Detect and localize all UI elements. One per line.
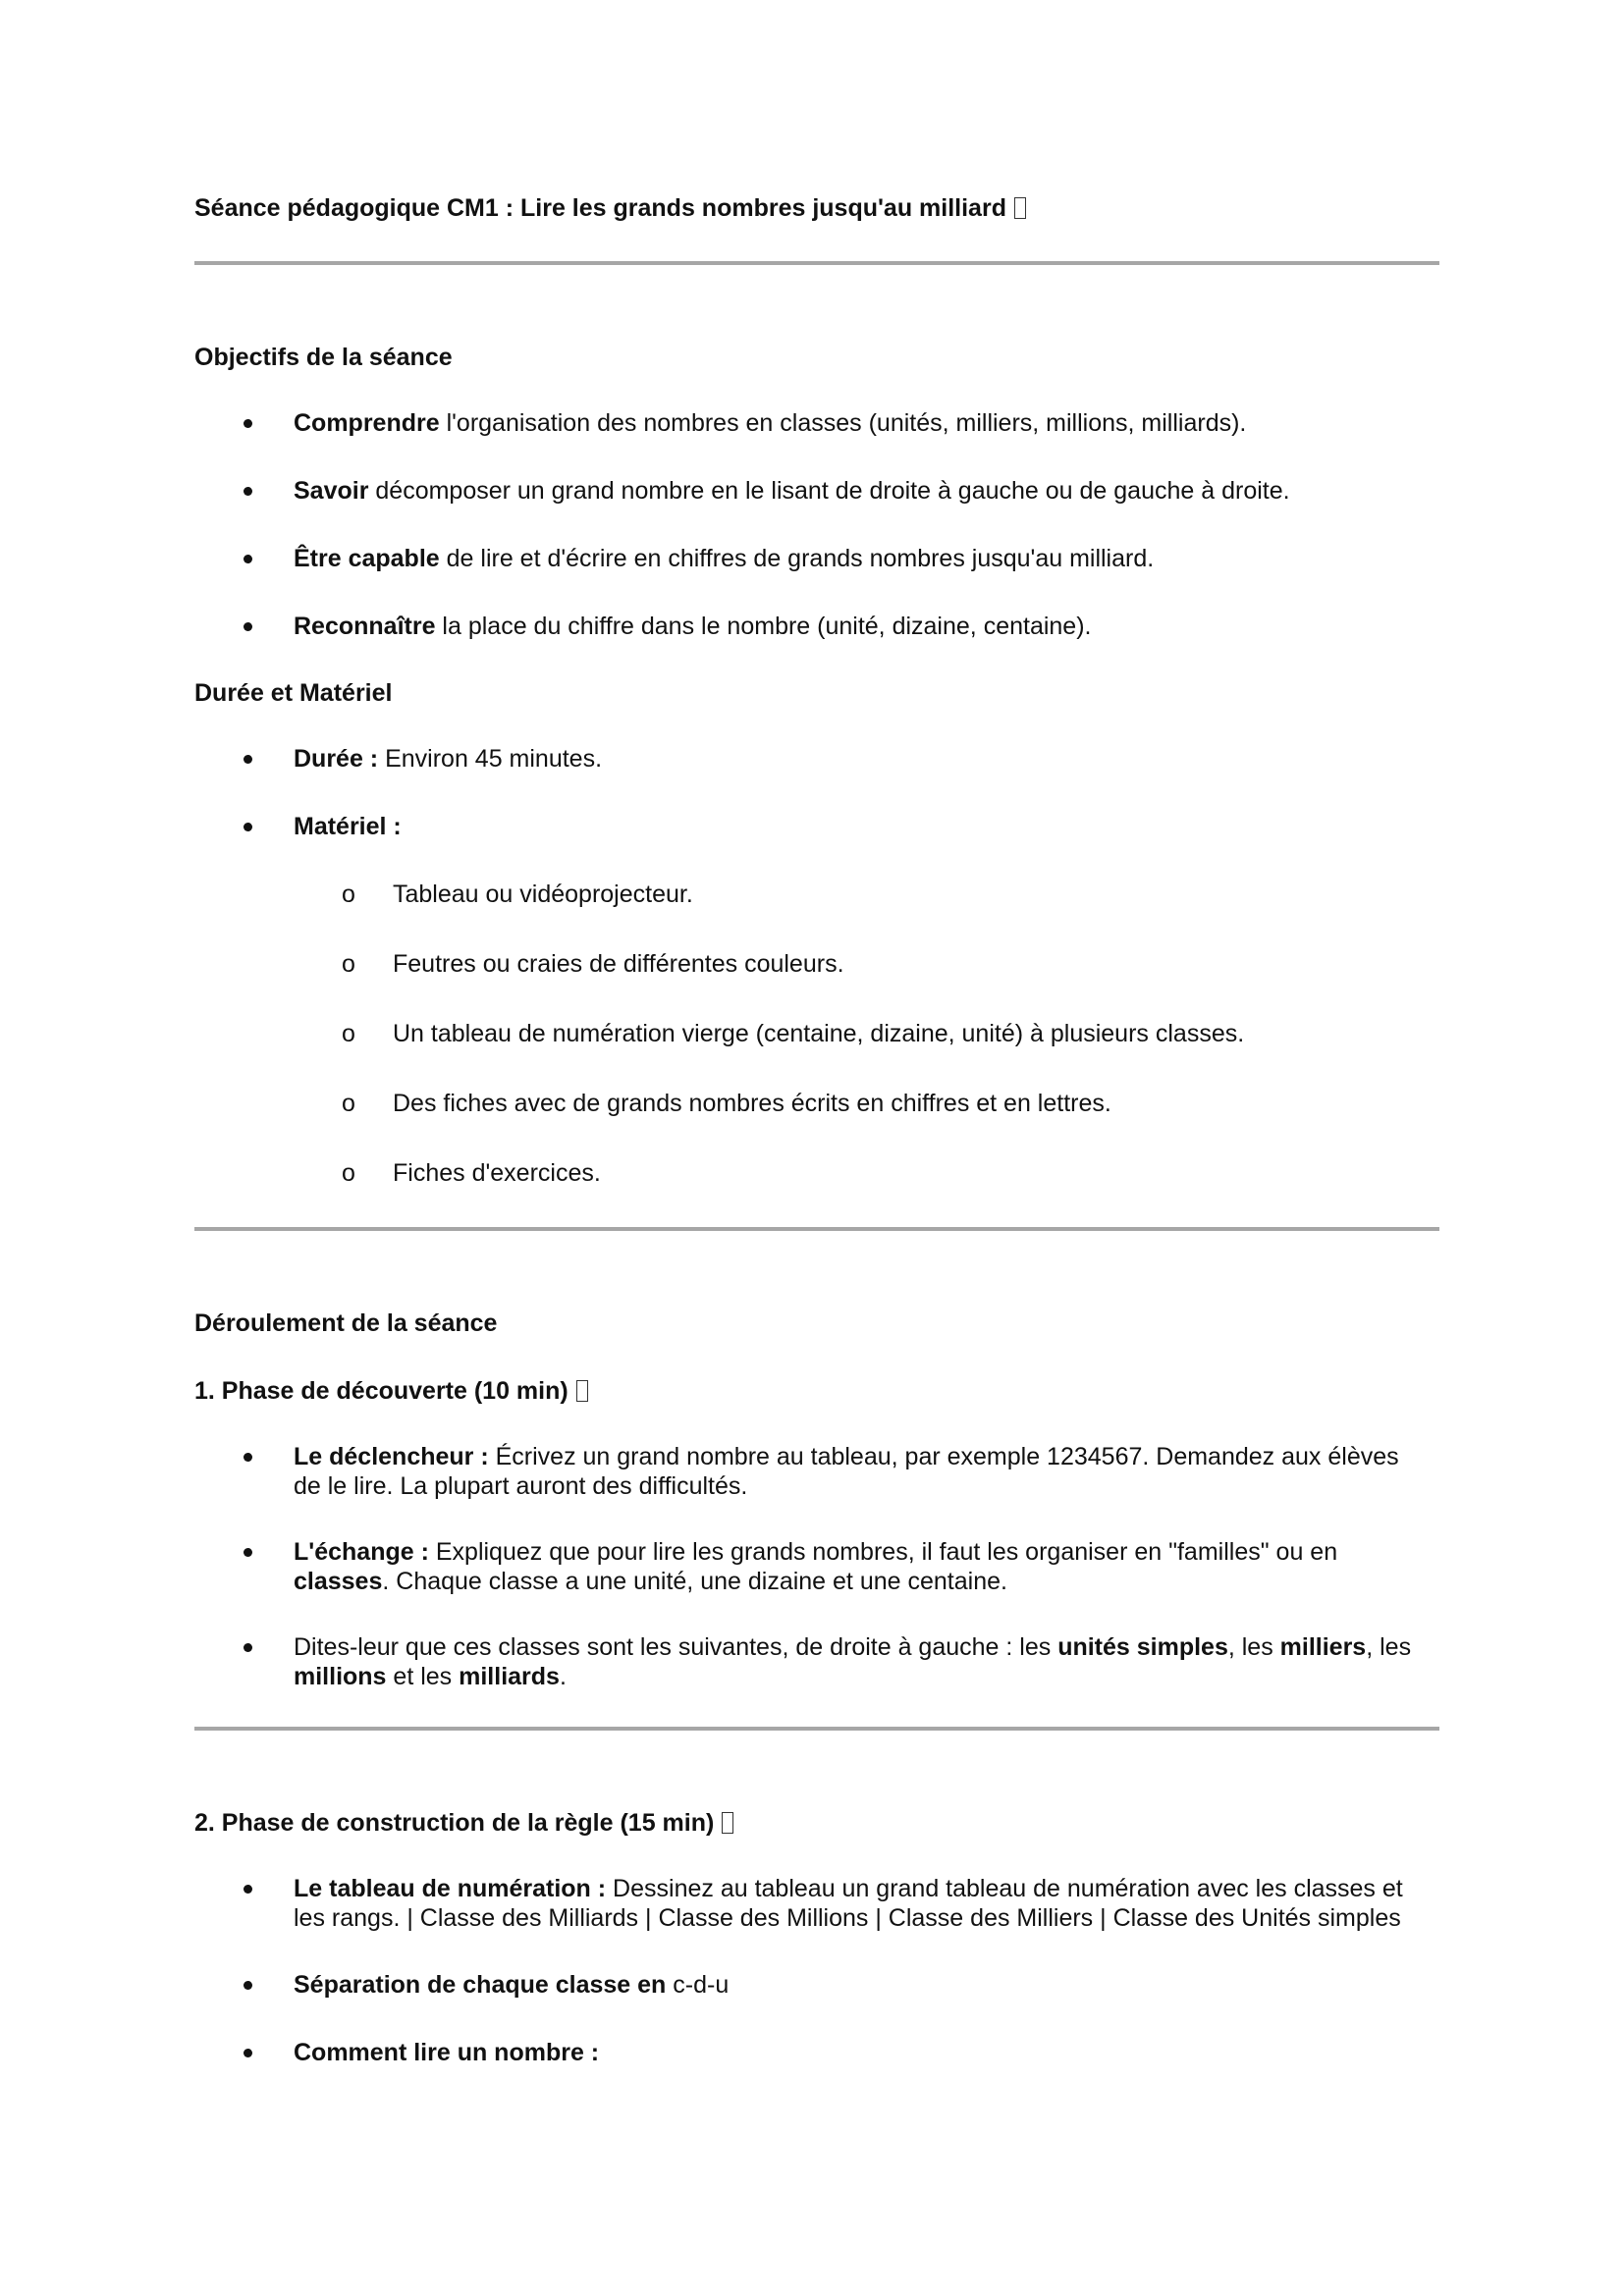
duree-label: Durée : bbox=[294, 745, 379, 773]
title-text: Séance pédagogique CM1 : Lire les grands nombres jusqu'au milliard bbox=[194, 194, 1006, 222]
bullet-icon bbox=[244, 1643, 252, 1652]
sub-item-text: Des fiches avec de grands nombres écrits en chiffres et en lettres. bbox=[393, 1090, 1111, 1117]
item-text: l'organisation des nombres en classes (unités, milliers, millions, milliards). bbox=[439, 409, 1247, 437]
item-text: , les bbox=[1227, 1633, 1280, 1661]
item-text: décomposer un grand nombre en le lisant de droite à gauche ou de gauche à droite. bbox=[368, 477, 1290, 505]
missing-glyph-icon bbox=[576, 1380, 588, 1402]
item-bold: Comment lire un nombre : bbox=[294, 2039, 600, 2066]
circle-bullet-icon: o bbox=[342, 881, 355, 908]
item-bold: Savoir bbox=[294, 477, 369, 505]
item-bold: millions bbox=[294, 1663, 387, 1690]
circle-bullet-icon: o bbox=[342, 1020, 355, 1047]
item-text: Dessinez au tableau un grand tableau de numération avec les classes et les rangs. | Classe des Milliards | Classe des Millions | Classe des Milliers | Classe des Unités simples bbox=[294, 1875, 1403, 1932]
sub-item-text: Un tableau de numération vierge (centaine, dizaine, unité) à plusieurs classes. bbox=[393, 1020, 1245, 1047]
missing-glyph-icon bbox=[1014, 197, 1026, 219]
bullet-icon bbox=[244, 555, 252, 563]
circle-bullet-icon: o bbox=[342, 1159, 355, 1187]
item-bold: Séparation de chaque classe en bbox=[294, 1971, 667, 1999]
bullet-icon bbox=[244, 823, 252, 831]
sub-item-text: Fiches d'exercices. bbox=[393, 1159, 601, 1187]
horizontal-rule bbox=[194, 1227, 1439, 1231]
phase1-heading bbox=[194, 1377, 588, 1406]
bullet-icon bbox=[244, 622, 252, 631]
item-bold: unités simples bbox=[1057, 1633, 1228, 1661]
sub-item-text: Tableau ou vidéoprojecteur. bbox=[393, 881, 693, 908]
item-bold: classes bbox=[294, 1568, 383, 1595]
item-text: Expliquez que pour lire les grands nombres, il faut les organiser en "familles" ou en bbox=[428, 1538, 1338, 1566]
sub-item-text: Feutres ou craies de différentes couleurs. bbox=[393, 950, 844, 978]
item-text: Écrivez un grand nombre au tableau, par exemple 1234567. Demandez aux élèves de le lire. La plupart auront des difficultés. bbox=[294, 1443, 1399, 1500]
item-bold: Être capable bbox=[294, 545, 440, 572]
item-text: . Chaque classe a une unité, une dizaine et une centaine. bbox=[382, 1568, 1007, 1595]
phase2-heading-text: 2. Phase de construction de la règle (15 min) bbox=[194, 1809, 715, 1837]
bullet-icon bbox=[244, 1548, 252, 1557]
item-bold: Le tableau de numération : bbox=[294, 1875, 607, 1902]
bullet-icon bbox=[244, 2049, 252, 2057]
item-text: . bbox=[559, 1663, 567, 1690]
item-bold: Comprendre bbox=[294, 409, 440, 437]
horizontal-rule bbox=[194, 1727, 1439, 1731]
bullet-icon bbox=[244, 419, 252, 428]
item-text: de lire et d'écrire en chiffres de grands nombres jusqu'au milliard. bbox=[439, 545, 1155, 572]
item-bold: L'échange : bbox=[294, 1538, 429, 1566]
circle-bullet-icon: o bbox=[342, 1090, 355, 1117]
item-text: la place du chiffre dans le nombre (unité, dizaine, centaine). bbox=[435, 613, 1092, 640]
page-title bbox=[194, 194, 1026, 223]
duree-text: Environ 45 minutes. bbox=[378, 745, 603, 773]
bullet-icon bbox=[244, 1885, 252, 1894]
item-text: c-d-u bbox=[666, 1971, 730, 1999]
materiel-label: Matériel : bbox=[294, 813, 402, 840]
bullet-icon bbox=[244, 755, 252, 764]
bullet-icon bbox=[244, 1453, 252, 1462]
circle-bullet-icon: o bbox=[342, 950, 355, 978]
item-bold: Le déclencheur : bbox=[294, 1443, 489, 1470]
objectives-heading: Objectifs de la séance bbox=[194, 344, 453, 371]
phase1-heading-text: 1. Phase de découverte (10 min) bbox=[194, 1377, 568, 1405]
item-bold: milliards bbox=[459, 1663, 560, 1690]
horizontal-rule bbox=[194, 261, 1439, 265]
item-bold: milliers bbox=[1279, 1633, 1367, 1661]
bullet-icon bbox=[244, 487, 252, 496]
item-text: Dites-leur que ces classes sont les suivantes, de droite à gauche : les bbox=[294, 1633, 1058, 1661]
bullet-icon bbox=[244, 1981, 252, 1990]
item-text: et les bbox=[386, 1663, 460, 1690]
duration-heading: Durée et Matériel bbox=[194, 679, 393, 707]
phase2-heading bbox=[194, 1809, 733, 1838]
item-bold: Reconnaître bbox=[294, 613, 436, 640]
item-text: , les bbox=[1366, 1633, 1412, 1661]
deroulement-heading: Déroulement de la séance bbox=[194, 1309, 498, 1337]
missing-glyph-icon bbox=[722, 1812, 733, 1834]
